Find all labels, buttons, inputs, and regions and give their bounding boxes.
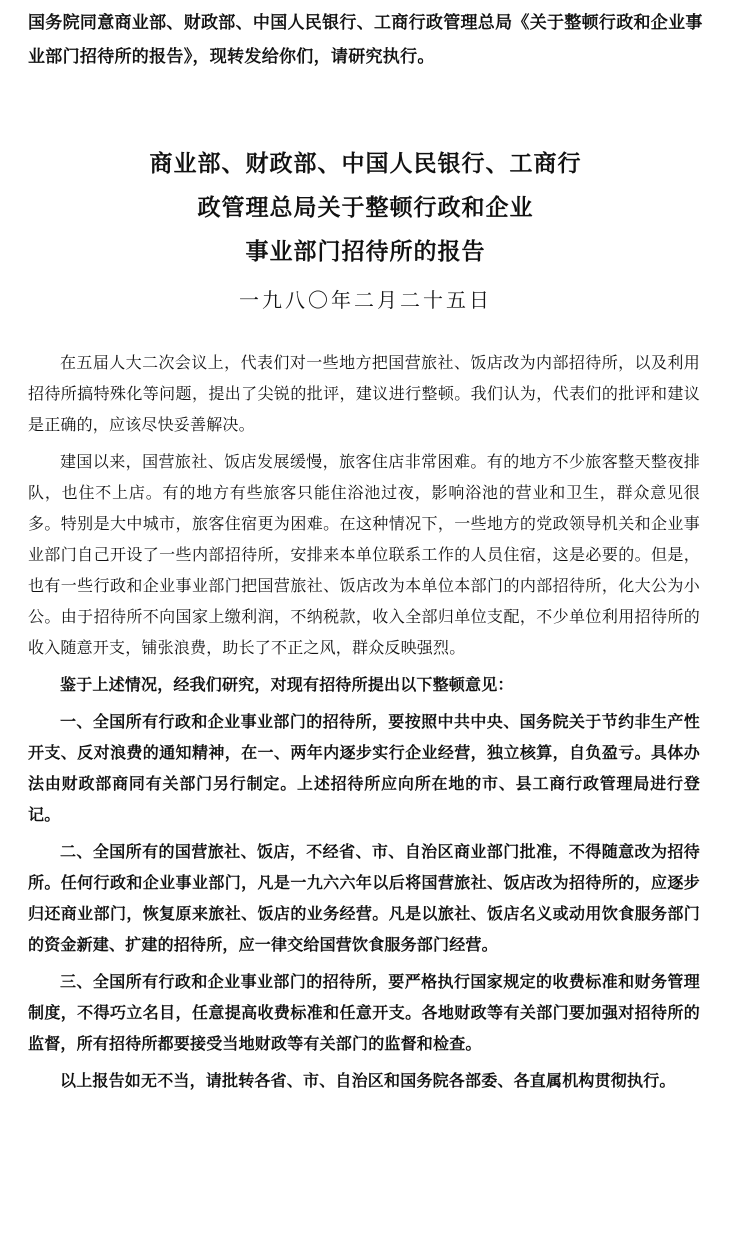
title-line: 商业部、财政部、中国人民银行、工商行 — [149, 150, 582, 177]
document-title — [80, 142, 651, 274]
body-paragraph: 在五届人大二次会议上，代表们对一些地方把国营旅社、饭店改为内部招待所，以及利用招待所搞特殊化等问题，提出了尖锐的批评，建议进行整顿。我们认为，代表们的批评和建议是正确的，应该尽快妥善解决。 — [28, 353, 700, 434]
body-paragraph: 鉴于上述情况，经我们研究，对现有招待所提出以下整顿意见： — [60, 675, 514, 694]
body-paragraph: 一、全国所有行政和企业事业部门的招待所，要按照中共中央、国务院关于节约非生产性开支、反对浪费的通知精神，在一、两年内逐步实行企业经营，独立核算，自负盈亏。具体办法由财政部商同有关部门另行制定。上述招待所应向所在地的市、县工商行政管理局进行登记。 — [28, 712, 700, 824]
title-line: 事业部门招待所的报告 — [245, 238, 486, 265]
body-paragraph: 建国以来，国营旅社、饭店发展缓慢，旅客住店非常困难。有的地方不少旅客整天整夜排队，也住不上店。有的地方有些旅客只能住浴池过夜，影响浴池的营业和卫生，群众意见很多。特别是大中城市，旅客住宿更为困难。在这种情况下，一些地方的党政领导机关和企业事业部门自己开设了一些内部招待所，安排来本单位联系工作的人员住宿，这是必要的。但是，也有一些行政和企业事业部门把国营旅社、饭店改为本单位本部门的内部招待所，化大公为小公。由于招待所不向国家上缴利润，不纳税款，收入全部归单位支配，不少单位利用招待所的收入随意开支，铺张浪费，助长了不正之风，群众反映强烈。 — [28, 452, 700, 657]
body-paragraph: 二、全国所有的国营旅社、饭店，不经省、市、自治区商业部门批准，不得随意改为招待所。任何行政和企业事业部门，凡是一九六六年以后将国营旅社、饭店改为招待所的，应逐步归还商业部门，恢复原来旅社、饭店的业务经营。凡是以旅社、饭店名义或动用饮食服务部门的资金新建、扩建的招待所，应一律交给国营饮食服务部门经营。 — [28, 842, 700, 954]
body-paragraph: 以上报告如无不当，请批转各省、市、自治区和国务院各部委、各直属机构贯彻执行。 — [60, 1071, 676, 1090]
document-date: 一九八〇年二月二十五日 — [239, 288, 492, 312]
intro-paragraph: 国务院同意商业部、财政部、中国人民银行、工商行政管理总局《关于整顿行政和企业事业部门招待所的报告》，现转发给你们，请研究执行。 — [28, 13, 703, 67]
body-paragraph: 三、全国所有行政和企业事业部门的招待所，要严格执行国家规定的收费标准和财务管理制度，不得巧立名目，任意提高收费标准和任意开支。各地财政等有关部门要加强对招待所的监督，所有招待所都要接受当地财政等有关部门的监督和检查。 — [28, 972, 700, 1053]
document-body — [28, 347, 700, 1102]
title-line: 政管理总局关于整顿行政和企业 — [197, 194, 534, 221]
